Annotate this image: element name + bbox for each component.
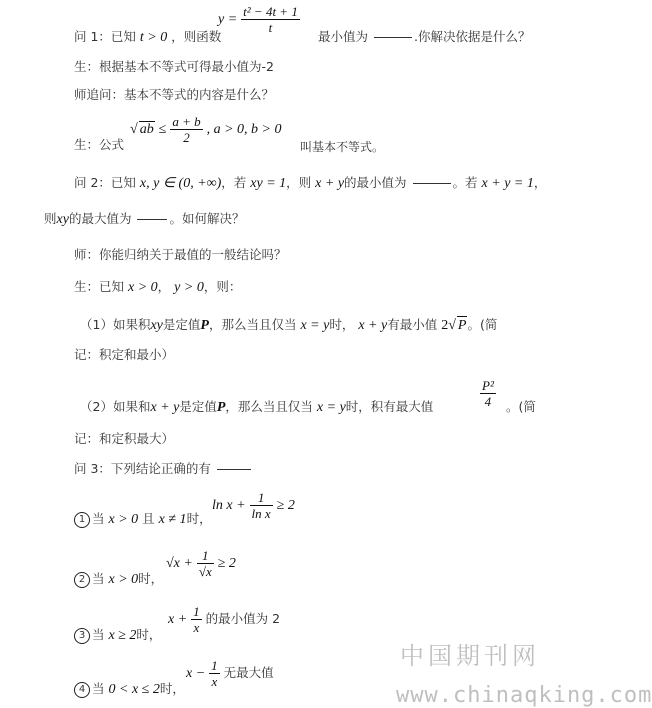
item-1-frac-den: ln x	[251, 506, 271, 521]
watermark-url: www.chinaqking.com	[396, 683, 652, 708]
q1-frac-den: t	[268, 20, 273, 35]
q1-suffix-a: 最小值为	[318, 29, 369, 44]
s3-suffix: ，则：	[203, 279, 242, 294]
item-3-expr	[168, 604, 280, 635]
q2-l2-max: 的最大值为	[68, 211, 132, 226]
r1-expr2: x + y	[358, 318, 388, 333]
s2-cond: , a > 0, b > 0	[206, 122, 282, 137]
item-4-time: 时，	[159, 681, 185, 696]
item-4-frac-den: x	[211, 674, 218, 689]
q2-l2-expr: xy	[56, 212, 69, 227]
q2-if2: 。若	[452, 175, 478, 190]
s3-c1: x > 0	[128, 280, 158, 295]
item-3-lhs: x +	[168, 612, 188, 627]
item-1-c1: x > 0	[108, 512, 139, 527]
r2-frac-num: P²	[482, 378, 494, 393]
item-1-when: 当	[92, 511, 105, 526]
q2-l2-prefix: 则	[44, 211, 57, 226]
r1-when: ，那么当且仅当	[208, 317, 297, 332]
r2-prefix: （2）如果和	[80, 399, 151, 414]
q2-prefix: 问 2：已知	[74, 175, 136, 190]
q1-prefix: 问 1：已知	[74, 29, 136, 44]
item-2-time: 时，	[138, 571, 164, 586]
s2-formula	[130, 114, 282, 145]
item-2-when: 当	[92, 571, 105, 586]
s2-le: ≤	[158, 122, 167, 137]
item-3	[74, 626, 161, 645]
item-1-frac-num: 1	[250, 490, 273, 506]
q1-function	[218, 4, 300, 35]
r1-p: P	[200, 318, 209, 333]
item-3-number: 3	[74, 628, 90, 644]
item-2-frac-den: √x	[198, 564, 212, 579]
q3-blank	[217, 469, 251, 470]
item-1-expr	[212, 490, 295, 521]
item-4-fraction	[209, 658, 220, 689]
item-1-number: 1	[74, 512, 90, 528]
item-1-fraction	[250, 490, 273, 521]
r2-expr: x + y	[150, 400, 180, 415]
student-answer-1: 生：根据基本不等式可得最小值为-2	[74, 59, 274, 74]
sqrt-icon: √	[130, 122, 138, 137]
q2-then: ，则	[286, 175, 312, 190]
item-2-c1: x > 0	[108, 572, 139, 587]
q2-min: 的最小值为	[344, 175, 407, 190]
item-1-and: 且	[142, 511, 155, 526]
item-2-fraction	[197, 548, 214, 579]
s2-sqrt: ab	[139, 122, 154, 137]
item-4-expr	[186, 658, 274, 689]
q1-blank	[374, 37, 412, 38]
s2-prefix: 生：公式	[74, 137, 125, 152]
item-4-tail: 无最大值	[223, 665, 274, 680]
q1-mid: ，则函数	[171, 29, 222, 44]
r1-line	[80, 316, 497, 335]
s3-c2: y > 0	[174, 280, 204, 295]
q3-label: 问 3：下列结论正确的有	[74, 461, 211, 476]
r1-line-2: 记：积定和最小）	[74, 347, 175, 362]
r2-eq: x = y	[316, 400, 346, 415]
s3-line	[74, 278, 241, 297]
item-3-frac-num: 1	[193, 604, 200, 619]
q2-if: ，若	[221, 175, 247, 190]
r1-end: 。(简	[467, 317, 498, 332]
item-4-c1: 0 < x ≤ 2	[108, 682, 160, 697]
item-2-lhs: √x +	[166, 556, 193, 571]
q3-line	[74, 460, 253, 478]
r2-fraction-wrap	[480, 378, 496, 409]
q1-line	[74, 28, 221, 47]
q2-eq: xy = 1	[250, 176, 287, 191]
r2-line	[80, 398, 433, 417]
item-2-expr	[166, 548, 236, 579]
r2-end: 。(简	[506, 399, 536, 414]
q1-tail	[318, 28, 530, 46]
s2-suffix: 叫基本不等式。	[300, 140, 385, 154]
r1-eq: x = y	[300, 318, 330, 333]
r1-val-sqrt: P	[457, 318, 467, 333]
item-1	[74, 510, 212, 529]
r2-time: 时，积有最大值	[345, 399, 434, 414]
s2-frac-num: a + b	[172, 114, 201, 129]
q2-cond: x, y ∈ (0, +∞)	[139, 176, 222, 191]
q1-frac-num: t² − 4t + 1	[243, 4, 298, 19]
item-3-when: 当	[92, 627, 105, 642]
q2-line-1	[74, 174, 546, 193]
r1-val-coef: 2	[441, 318, 449, 333]
r2-fraction	[480, 378, 496, 409]
r2-line-2: 记：和定积最大）	[74, 431, 175, 446]
item-4-lhs: x −	[186, 666, 206, 681]
sqrt-icon: √	[448, 318, 456, 333]
item-3-c1: x ≥ 2	[108, 628, 137, 643]
q1-fraction	[241, 4, 300, 35]
s3-prefix: 生：已知	[74, 279, 125, 294]
item-2-frac-num: 1	[197, 548, 214, 564]
s2-frac-den: 2	[183, 130, 190, 145]
r2-is: 是定值	[179, 399, 217, 414]
r2-p: P	[216, 400, 226, 415]
r1-min: 有最小值	[387, 317, 438, 332]
q1-cond: t > 0	[139, 30, 168, 45]
item-3-tail: 的最小值为 2	[205, 611, 281, 626]
item-3-fraction	[191, 604, 202, 635]
teacher-question-1: 师追问：基本不等式的内容是什么？	[74, 87, 275, 102]
item-1-lhs: ln x +	[212, 498, 246, 513]
item-4-when: 当	[92, 681, 105, 696]
item-1-rhs: ≥ 2	[276, 498, 295, 513]
item-4	[74, 680, 185, 699]
q1-suffix-b: .你解决依据是什么？	[414, 29, 531, 44]
q2-line-2	[44, 210, 244, 229]
r1-prefix: （1）如果积	[80, 317, 151, 332]
q2-eq2: x + y = 1	[481, 176, 534, 191]
item-3-time: 时，	[136, 627, 162, 642]
item-4-frac-num: 1	[211, 658, 218, 673]
item-2-number: 2	[74, 572, 90, 588]
r1-is: 是定值	[162, 317, 201, 332]
watermark-cn: 中国期刊网	[400, 642, 540, 670]
s3-sep: ，	[157, 279, 171, 294]
r1-time: 时，	[329, 317, 355, 332]
r2-when: ，那么当且仅当	[225, 399, 313, 414]
q2-comma: ，	[533, 175, 547, 190]
item-2	[74, 570, 163, 589]
r1-expr: xy	[150, 318, 163, 333]
r2-frac-den: 4	[484, 394, 492, 409]
item-1-c2: x ≠ 1	[158, 512, 187, 527]
teacher-question-2: 师：你能归纳关于最值的一般结论吗？	[74, 247, 287, 262]
item-3-frac-den: x	[193, 620, 200, 635]
item-1-time: 时，	[186, 511, 212, 526]
s2-fraction	[170, 114, 202, 145]
q2-blank-1	[413, 183, 451, 184]
q1-func-y: y =	[218, 12, 238, 27]
q2-l2-suffix: 。如何解决？	[169, 211, 245, 226]
q2-blank-2	[137, 219, 167, 220]
item-2-rhs: ≥ 2	[217, 556, 236, 571]
item-4-number: 4	[74, 682, 90, 698]
q2-expr: x + y	[315, 176, 345, 191]
